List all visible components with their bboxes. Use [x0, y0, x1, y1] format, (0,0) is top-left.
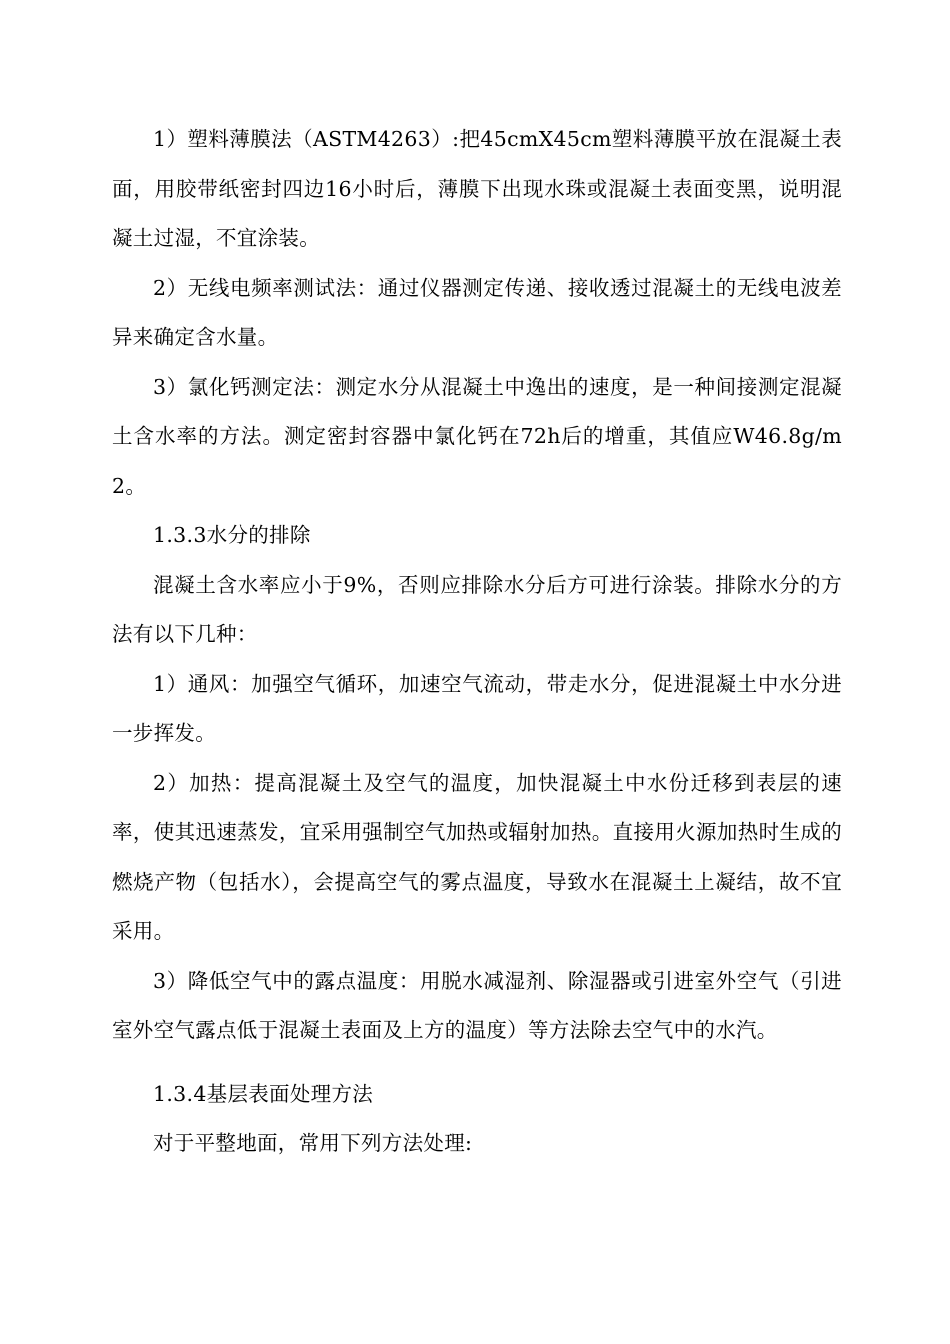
paragraph-calcium-chloride-method: 3）氯化钙测定法：测定水分从混凝土中逸出的速度，是一种间接测定混凝土含水率的方法。测定密封容器中氯化钙在72h后的增重，其值应W46.8g/m2。	[112, 374, 842, 498]
section-heading-moisture-removal: 1.3.3水分的排除	[153, 523, 311, 547]
paragraph-heating: 2）加热：提高混凝土及空气的温度，加快混凝土中水份迁移到表层的速率，使其迅速蒸发，宜采用强制空气加热或辐射加热。直接用火源加热时生成的燃烧产物（包括水），会提高空气的雾点温度，导致水在混凝土上凝结，故不宜采用。	[112, 770, 842, 943]
paragraph-moisture-removal-intro: 混凝土含水率应小于9%，否则应排除水分后方可进行涂装。排除水分的方法有以下几种：	[112, 572, 842, 646]
paragraph-flat-floor-treatment: 对于平整地面，常用下列方法处理:	[153, 1131, 473, 1155]
paragraph-ventilation: 1）通风：加强空气循环，加速空气流动，带走水分，促进混凝土中水分进一步挥发。	[112, 671, 842, 745]
paragraph-plastic-film-method: 1）塑料薄膜法（ASTM4263）:把45cmX45cm塑料薄膜平放在混凝土表面，用胶带纸密封四边16小时后，薄膜下出现水珠或混凝土表面变黑，说明混凝土过湿，不宜涂装。	[112, 127, 842, 250]
paragraph-radio-frequency-method: 2）无线电频率测试法：通过仪器测定传递、接收透过混凝土的无线电波差异来确定含水量。	[112, 275, 842, 349]
document-page	[112, 115, 842, 1169]
section-heading-surface-treatment: 1.3.4基层表面处理方法	[153, 1081, 374, 1106]
paragraph-dew-point: 3）降低空气中的露点温度：用脱水减湿剂、除湿器或引进室外空气（引进室外空气露点低于混凝土表面及上方的温度）等方法除去空气中的水汽。	[112, 968, 842, 1042]
